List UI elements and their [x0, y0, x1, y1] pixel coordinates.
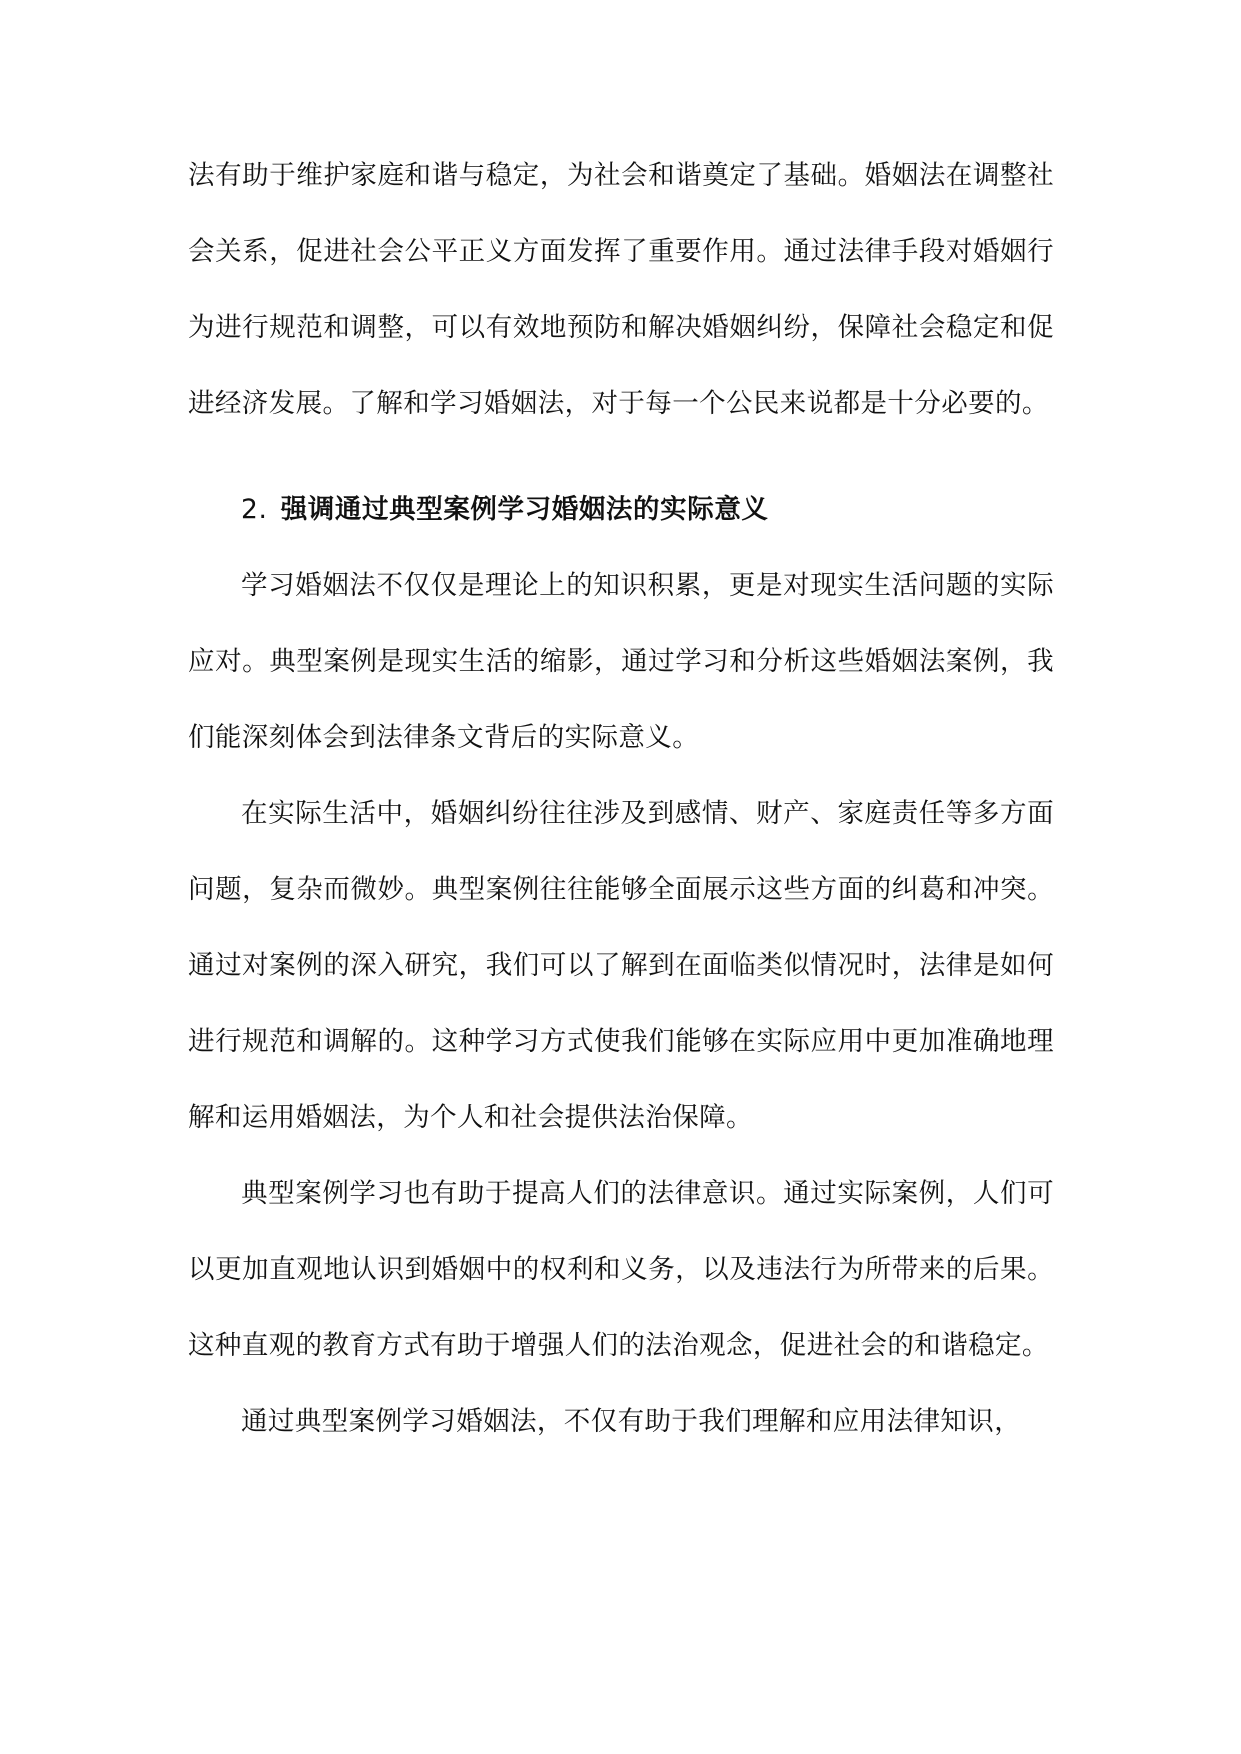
section-title: 强调通过典型案例学习婚姻法的实际意义 [280, 494, 769, 525]
paragraph-continued: 法有助于维护家庭和谐与稳定，为社会和谐奠定了基础。婚姻法在调整社会关系，促进社会公平正义方面发挥了重要作用。通过法律手段对婚姻行为进行规范和调整，可以有效地预防和解决婚姻纠纷，保障社会稳定和促进经济发展。了解和学习婚姻法，对于每一个公民来说都是十分必要的。 [188, 160, 1054, 419]
paragraph: 在实际生活中，婚姻纠纷往往涉及到感情、财产、家庭责任等多方面问题，复杂而微妙。典型案例往往能够全面展示这些方面的纠葛和冲突。通过对案例的深入研究，我们可以了解到在面临类似情况时，法律是如何进行规范和调解的。这种学习方式使我们能够在实际应用中更加准确地理解和运用婚姻法，为个人和社会提供法治保障。 [188, 798, 1054, 1133]
document-body [188, 138, 1054, 1460]
paragraph: 学习婚姻法不仅仅是理论上的知识积累，更是对现实生活问题的实际应对。典型案例是现实生活的缩影，通过学习和分析这些婚姻法案例，我们能深刻体会到法律条文背后的实际意义。 [188, 570, 1054, 753]
section-heading [188, 472, 1054, 548]
paragraph: 典型案例学习也有助于提高人们的法律意识。通过实际案例，人们可以更加直观地认识到婚姻中的权利和义务，以及违法行为所带来的后果。这种直观的教育方式有助于增强人们的法治观念，促进社会的和谐稳定。 [188, 1178, 1054, 1361]
paragraph: 通过典型案例学习婚姻法，不仅有助于我们理解和应用法律知识， [241, 1406, 1022, 1437]
section-number: 2. [241, 494, 268, 525]
